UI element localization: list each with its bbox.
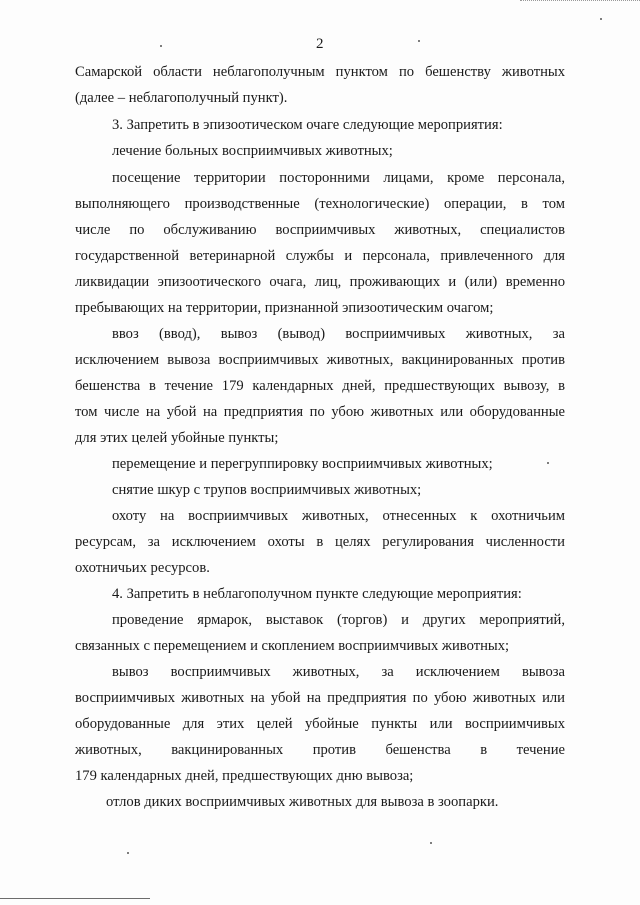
text-line: том числе на убой на предприятия по убою животных или оборудованные bbox=[75, 404, 565, 420]
text-line: выполняющего производственные (технологические) операции, в том bbox=[75, 196, 565, 212]
section-heading: 3. Запретить в эпизоотическом очаге следующие мероприятия: bbox=[112, 117, 503, 133]
page-number: 2 bbox=[316, 36, 324, 52]
text-line: оборудованные для этих целей убойные пункты или восприимчивых bbox=[75, 716, 565, 732]
scan-speck bbox=[600, 18, 602, 20]
text-line: перемещение и перегруппировку восприимчивых животных; bbox=[112, 456, 493, 472]
scan-artifact-top bbox=[520, 0, 640, 5]
text-line: восприимчивых животных на убой на предприятия по убою животных или bbox=[75, 690, 565, 706]
text-line: (далее – неблагополучный пункт). bbox=[75, 90, 288, 106]
text-line: животных, вакцинированных против бешенства в течение bbox=[75, 742, 565, 758]
text-line: ликвидации эпизоотического очага, лиц, проживающих и (или) временно bbox=[75, 274, 565, 290]
text-line: ввоз (ввод), вывоз (вывод) восприимчивых животных, за bbox=[112, 326, 565, 342]
text-line: числе по обслуживанию восприимчивых животных, специалистов bbox=[75, 222, 565, 238]
text-line: охотничьих ресурсов. bbox=[75, 560, 210, 576]
text-line: исключением вывоза восприимчивых животных, вакцинированных против bbox=[75, 352, 565, 368]
scan-speck bbox=[127, 852, 129, 854]
text-line: 179 календарных дней, предшествующих дню вывоза; bbox=[75, 768, 414, 784]
text-line: для этих целей убойные пункты; bbox=[75, 430, 279, 446]
text-line: проведение ярмарок, выставок (торгов) и других мероприятий, bbox=[112, 612, 565, 628]
scan-speck bbox=[160, 45, 162, 47]
scan-speck bbox=[547, 462, 549, 464]
text-line: охоту на восприимчивых животных, отнесенных к охотничьим bbox=[112, 508, 565, 524]
text-line: снятие шкур с трупов восприимчивых животных; bbox=[112, 482, 422, 498]
text-line: связанных с перемещением и скоплением восприимчивых животных; bbox=[75, 638, 510, 654]
text-line: государственной ветеринарной службы и персонала, привлеченного для bbox=[75, 248, 565, 264]
text-line: пребывающих на территории, признанной эпизоотическим очагом; bbox=[75, 300, 494, 316]
section-heading: 4. Запретить в неблагополучном пункте следующие мероприятия: bbox=[112, 586, 522, 602]
text-line: лечение больных восприимчивых животных; bbox=[112, 143, 393, 159]
text-line: ресурсам, за исключением охоты в целях регулирования численности bbox=[75, 534, 565, 550]
text-line: посещение территории посторонними лицами, кроме персонала, bbox=[112, 170, 565, 186]
text-line: бешенства в течение 179 календарных дней, предшествующих вывозу, в bbox=[75, 378, 565, 394]
text-line: отлов диких восприимчивых животных для вывоза в зоопарки. bbox=[106, 794, 499, 810]
scan-speck bbox=[430, 842, 432, 844]
scan-artifact-bottom bbox=[0, 898, 150, 899]
text-line: вывоз восприимчивых животных, за исключением вывоза bbox=[112, 664, 565, 680]
scan-speck bbox=[418, 40, 420, 42]
text-line: Самарской области неблагополучным пунктом по бешенству животных bbox=[75, 64, 565, 80]
